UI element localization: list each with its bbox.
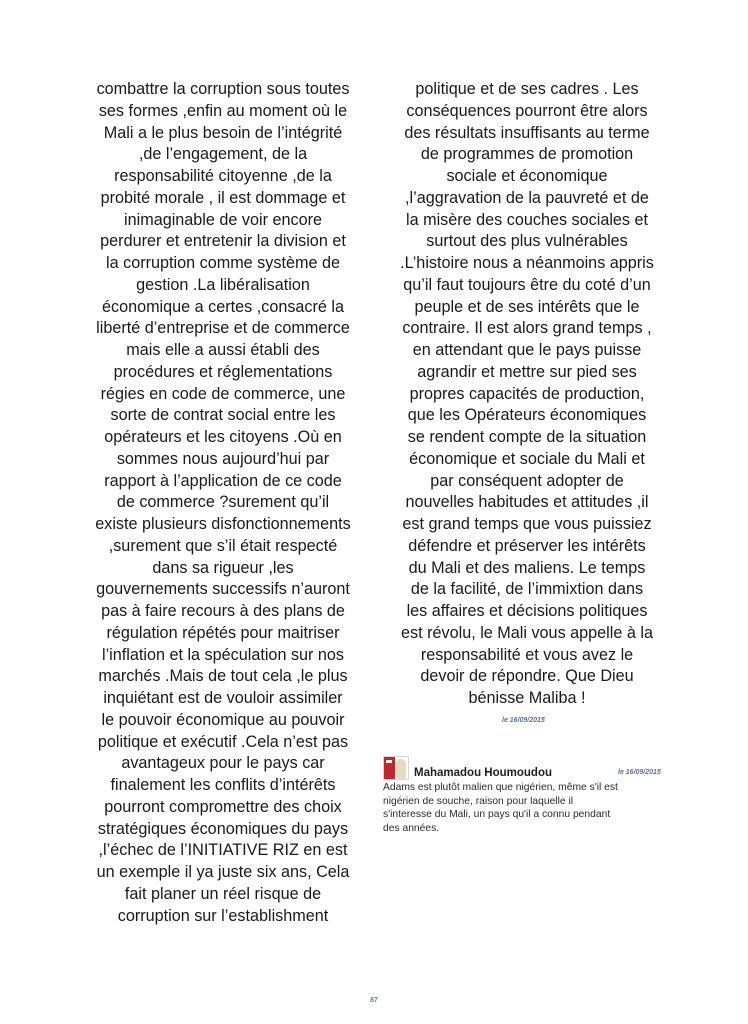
text-line: peuple et de ses intérêts que le xyxy=(414,297,640,316)
text-line: en attendant que le pays puisse xyxy=(412,341,642,359)
text-line: inimaginable de voir encore xyxy=(124,210,322,229)
text-line: l’inflation et la spéculation sur nos xyxy=(101,645,345,664)
text-line: corruption sur l’establishment xyxy=(117,906,329,925)
article-right-column xyxy=(381,79,673,710)
text-line: combattre la corruption sous toutes xyxy=(96,80,350,98)
text-line: probité morale , il est dommage et xyxy=(100,188,346,207)
comment-text xyxy=(383,781,675,835)
text-line: le pouvoir économique au pouvoir xyxy=(101,710,345,729)
text-line: gestion .La libéralisation xyxy=(136,275,310,294)
text-line: procédures et réglementations xyxy=(113,362,333,381)
text-line: inquiétant est de vouloir assimiler xyxy=(103,689,343,707)
text-line: dans sa rigueur ,les xyxy=(152,558,294,577)
comment-line: s'interesse du Mali, un pays qu'il a connu pendant xyxy=(383,809,611,820)
article-date: le 16/09/2015 xyxy=(502,717,545,724)
text-line: contraire. Il est alors grand temps , xyxy=(402,319,652,338)
comment-line: nigérien de souche, raison pour laquelle il xyxy=(383,795,574,807)
text-line: conséquences pourront être alors xyxy=(406,101,648,120)
text-line: régies en code de commerce, une xyxy=(100,384,346,403)
text-line: agrandir et mettre sur pied ses xyxy=(417,362,637,381)
text-line: ,surement que s’il était respecté xyxy=(108,536,338,555)
comment-line: Adams est plutôt malien que nigérien, même s'il est xyxy=(383,782,618,793)
text-line: propres capacités de production, xyxy=(409,384,645,403)
text-line: ,l’aggravation de la pauvreté et de xyxy=(405,188,649,207)
text-line: la corruption comme système de xyxy=(106,254,340,272)
text-line: est grand temps que vous puissiez xyxy=(402,515,652,533)
article-left-column xyxy=(78,79,368,927)
text-line: politique et de ses cadres . Les xyxy=(415,80,639,98)
text-line: devoir de répondre. Que Dieu xyxy=(420,667,634,686)
text-line: du Mali et des maliens. Le temps xyxy=(408,558,646,577)
text-line: des résultats insuffisants au terme xyxy=(404,123,650,142)
text-line: finalement les conflits d’intérêts xyxy=(110,776,336,794)
page-number: 87 xyxy=(370,997,378,1004)
text-line: responsabilité citoyenne ,de la xyxy=(114,167,332,185)
text-line: de la facilité, de l’immixtion dans xyxy=(410,580,644,599)
text-line: opérateurs et les citoyens .Où en xyxy=(104,428,342,446)
text-line: pas à faire recours à des plans de xyxy=(101,602,345,620)
text-line: existe plusieurs disfonctionnements xyxy=(95,515,351,533)
text-line: bénisse Maliba ! xyxy=(468,689,586,707)
text-line: stratégiques économiques du pays xyxy=(97,819,349,838)
text-line: les affaires et décisions politiques xyxy=(406,602,648,620)
text-line: rapport à l’application de ce code xyxy=(104,471,342,490)
text-line: liberté d’entreprise et de commerce xyxy=(96,319,350,338)
comment-date: le 16/09/2015 xyxy=(618,769,661,776)
text-line: Mali a le plus besoin de l’intégrité xyxy=(103,123,343,142)
comment-author[interactable]: Mahamadou Houmoudou xyxy=(414,767,552,779)
text-line: ,l’échec de l’INITIATIVE RIZ en est xyxy=(98,841,348,860)
text-line: de commerce ?surement qu’il xyxy=(116,493,330,512)
text-line: nouvelles habitudes et attitudes ,il xyxy=(405,493,649,512)
text-line: mais elle a aussi établi des xyxy=(126,341,320,359)
text-line: qu’il faut toujours être du coté d’un xyxy=(403,275,651,294)
text-line: économique et sociale du Mali et xyxy=(409,449,645,468)
comment-line: des années. xyxy=(383,822,440,834)
text-line: un exemple il ya juste six ans, Cela xyxy=(96,863,350,881)
text-line: défendre et préserver les intérêts xyxy=(408,536,646,555)
text-line: que les Opérateurs économiques xyxy=(407,406,647,425)
profile-photo-icon[interactable] xyxy=(383,756,409,780)
text-line: par conséquent adopter de xyxy=(430,471,624,490)
text-line: avantageux pour le pays car xyxy=(121,754,325,773)
text-line: est révolu, le Mali vous appelle à la xyxy=(401,623,653,642)
text-line: régulation répétés pour maitriser xyxy=(106,623,340,642)
text-line: ses formes ,enfin au moment où le xyxy=(98,101,348,120)
text-line: fait planer un réel risque de xyxy=(124,884,322,903)
text-line: politique et exécutif .Cela n’est pas xyxy=(97,732,349,751)
text-line: économique a certes ,consacré la xyxy=(101,297,345,316)
text-line: sommes nous aujourd’hui par xyxy=(116,449,330,468)
text-line: sorte de contrat social entre les xyxy=(110,406,336,425)
text-line: de programmes de promotion xyxy=(420,145,634,164)
text-line: surtout des plus vulnérables xyxy=(426,232,628,251)
text-line: la misère des couches sociales et xyxy=(405,210,649,229)
text-line: responsabilité et vous avez le xyxy=(420,645,634,664)
text-line: marchés .Mais de tout cela ,le plus xyxy=(98,667,348,686)
text-line: ,de l’engagement, de la xyxy=(138,145,308,164)
text-line: sociale et économique xyxy=(446,167,608,185)
text-line: gouvernements successifs n’auront xyxy=(96,580,350,599)
text-line: perdurer et entretenir la division et xyxy=(100,232,346,251)
text-line: .L’histoire nous a néanmoins appris xyxy=(400,254,654,272)
text-line: se rendent compte de la situation xyxy=(407,428,647,446)
text-line: pourront compromettre des choix xyxy=(104,797,342,816)
